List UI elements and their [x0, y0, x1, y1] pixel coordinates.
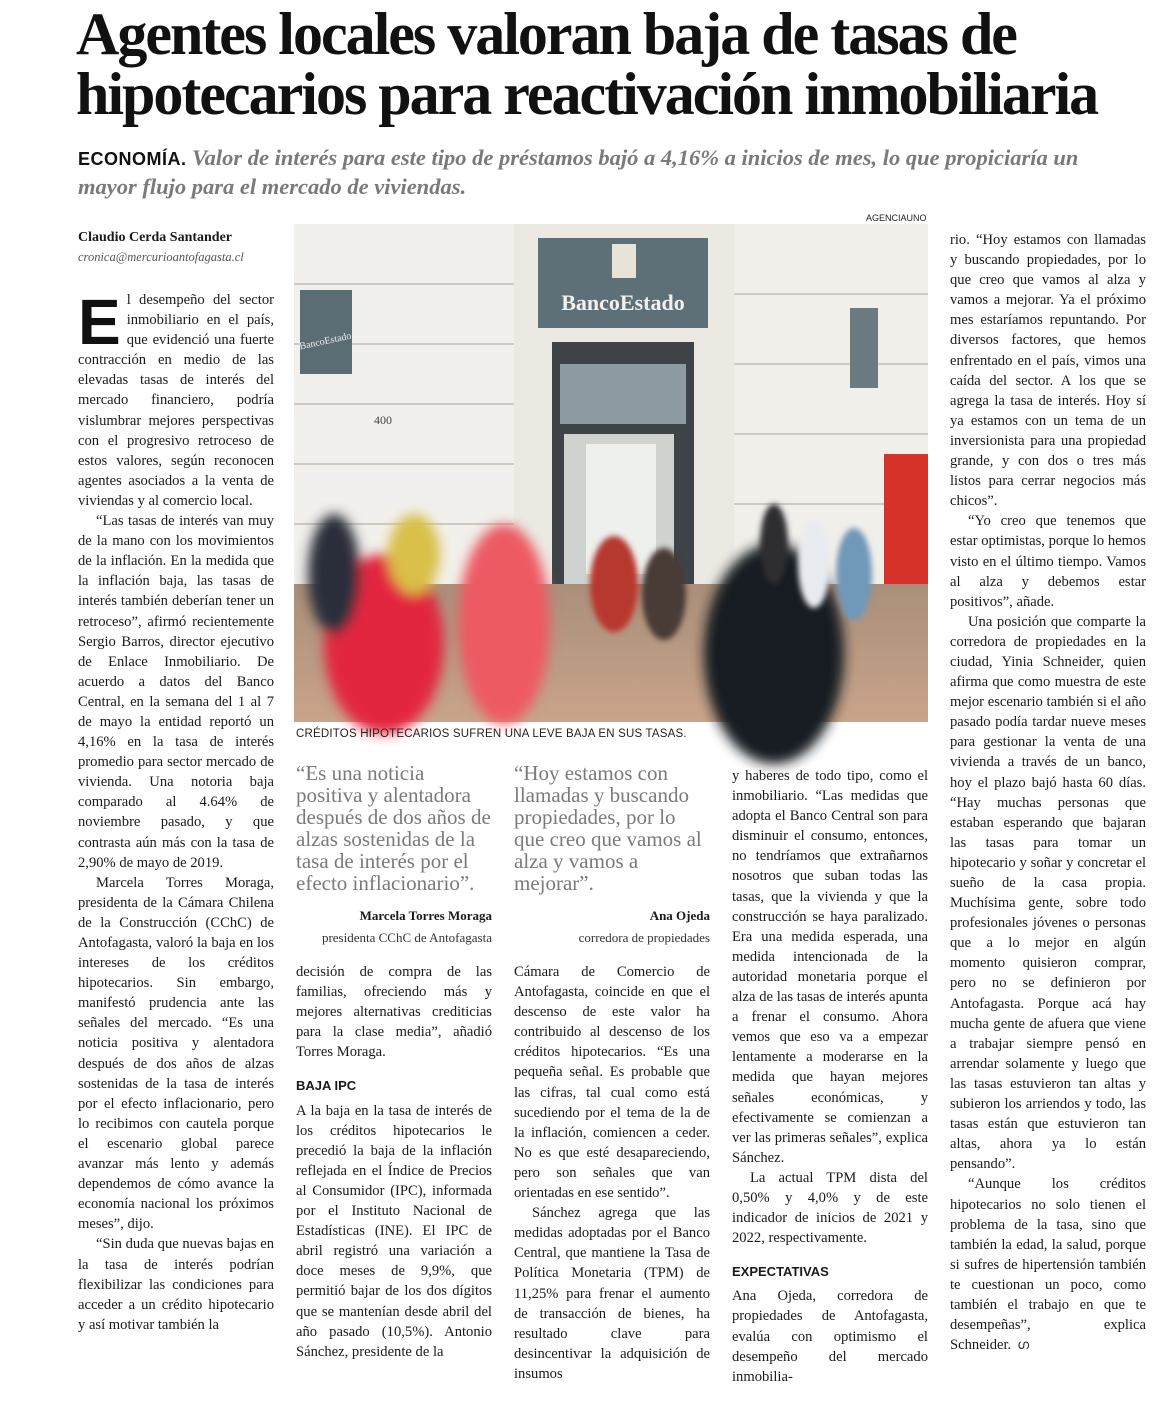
paragraph: “Yo creo que tenemos que estar optimistas, porque lo hemos visto en el último tiempo. Vamos al alza y debemos estar positivos”, añade.	[950, 513, 1146, 610]
paragraph: y haberes de todo tipo, como el inmobiliario. “Las medidas que adopta el Banco Central son para disminuir el consumo, entonces, no tendríamos que extrañarnos nosotros que suban todas las tasas, que la vivienda y que la construcción se haya paralizado. Era una medida esperada, una medida intencionada de la autoridad monetaria porque el alza de las tasas de interés apunta a frenar el consumo. Ahora vemos que eso va a empezar lentamente a moderarse en la medida que hayan mejores señales económicas, y efectivamente se comienzan a ver las primeras señales”, explica Sánchez.	[732, 768, 928, 1166]
side-sign-text: BancoEstado	[298, 330, 353, 353]
paragraph: A la baja en la tasa de interés de los créditos hipotecarios le precedió la baja de la inflación reflejada en el Índice de Precios al Consumidor (IPC), informada por el Instituto Nacional de Estadísticas (INE). El IPC de abril registró una variación a doce meses de 9,9%, que permitió bajar de los dos dígitos que se mantenían desde abril del año pasado (10,5%). Antonio Sánchez, presidente de la	[296, 1102, 492, 1360]
paragraph: decisión de compra de las familias, ofreciendo más y mejores alternativas crediticias para la clase media”, añadió Torres Moraga.	[296, 964, 492, 1061]
end-mark-icon: ഗ	[1017, 1338, 1030, 1354]
paragraph: El desempeño del sector inmobiliario en el país, que evidenció una fuerte contracción en medio de las elevadas tasas de interés del mercado financiero, podría vislumbrar mejores perspectivas con el progresivo retroceso de estos valores, según reconocen agentes asociados a la venta de viviendas y al comercio local.	[78, 286, 274, 509]
paragraph: “Las tasas de interés van muy de la mano con los movimientos de la inflación. En la medida que la inflación baja, las tasas de interés también deberían tener un retroceso”, afirmó recientemente Sergio Barros, director ejecutivo de Enlace Inmobiliario. De acuerdo a datos del Banco Central, en la semana del 1 al 7 de mayo la entidad reportó un 4,16% en la tasa de interés promedio para sector mercado de vivienda. Una notoria baja comparado al 4.64% de noviembre pasado, y que contrasta aún más con la tasa de 2,90% de mayo de 2019.	[78, 513, 274, 871]
byline-email[interactable]: cronica@mercurioantofagasta.cl	[78, 250, 244, 264]
paragraph: Sánchez agrega que las medidas adoptadas por el Banco Central, que mantiene la Tasa de Política Monetaria (TPM) de 11,25% para frenar el aumento de transacción de bienes, ha resultado clave para desincentivar la adquisición de insumos	[514, 1205, 710, 1382]
photo-caption: CRÉDITOS HIPOTECARIOS SUFREN UNA LEVE BAJA EN SUS TASAS.	[296, 728, 687, 740]
photo-credit: AGENCIAUNO	[866, 213, 927, 223]
paragraph: Ana Ojeda, corredora de propiedades de Antofagasta, evalúa con optimismo el desempeño del mercado inmobilia-	[732, 1288, 928, 1385]
quote-attribution-role: corredora de propiedades	[578, 930, 710, 945]
subhead: EXPECTATIVAS	[732, 1264, 829, 1280]
sign-text: BancoEstado	[561, 290, 685, 315]
pull-quote: “Es una noticia positiva y alentadora después de dos años de alzas sostenidas de la tasa de interés por el efecto inflacionario”.	[296, 761, 491, 895]
quote-attribution-role: presidenta CChC de Antofagasta	[321, 930, 492, 945]
drop-cap: E	[78, 286, 121, 358]
deck-text: Valor de interés para este tipo de préstamos bajó a 4,16% a inicios de mes, lo que propiciaría un mayor flujo para el mercado de viviendas.	[78, 145, 1079, 199]
paragraph: Cámara de Comercio de Antofagasta, coincide en que el descenso de este valor ha contribuido al descenso de los créditos hipotecarios. “Es una pequeña señal. Es probable que las cifras, tal cual como está sucediendo por el tema de la de la inflación, comiencen a ceder. No es que esté desapareciendo, pero son señales que van orientadas en ese sentido”.	[514, 964, 710, 1202]
paragraph: La actual TPM dista del 0,50% y 4,0% y de este indicador de inicios de 2021 y 2022, respectivamente.	[732, 1169, 928, 1247]
body-column-1	[78, 286, 274, 1370]
paragraph: “Aunque los créditos hipotecarios no solo tienen el problema de la tasa, sino que también la edad, la salud, porque si sufres de hipertensión también te cuestionan un poco, como también el trabajo en que te desempeñas”, explica Schneider. ഗ	[950, 1176, 1146, 1354]
paragraph: rio. “Hoy estamos con llamadas y buscando propiedades, por lo que creo que vamos al alza y vamos a mejorar. Ya el próximo mes estaríamos repuntando. Por diversos factores, que hemos enfrentado en el país, vimos una caída del sector. A los que se agrega la tasa de interés. Hoy sí ya estamos con un tema de un inversionista para una propiedad grande, y con dos o tres más listos para cerrar negocios más chicos”.	[950, 232, 1146, 510]
body-column-3	[514, 962, 710, 1382]
body-column-4	[732, 766, 928, 1385]
quote-attribution-name: Ana Ojeda	[649, 908, 710, 923]
quote-attribution-name: Marcela Torres Moraga	[359, 908, 492, 923]
paragraph: “Sin duda que nuevas bajas en la tasa de interés podrían flexibilizar las condiciones para acceder a un crédito hipotecario y así motivar también la	[78, 1236, 274, 1333]
paragraph: Una posición que comparte la corredora de propiedades en la ciudad, Yinia Schneider, quien afirma que como muestra de este mejor escenario también si el año pasado podía tardar nueve meses para gestionar la venta de una vivienda a través de un banco, hoy el plazo bajó hasta 60 días. “Hay muchas personas que estaban esperando que bajaran las tasas para tomar un hipotecario y soñar y concretar el sueño de la casa propia. Muchísima gente, sobre todo profesionales jóvenes o personas que a lo mejor en algún momento quisieron comprar, pero no se definieron por Antofagasta. Porque acá hay mucha gente de afuera que viene a trabajar siempre pensó en arrendar solamente y luego que las tasas estuvieron tan altas y subieron los arriendos y todo, las tasas están que estuvieron tan altas, ahora ya lo están pensando”.	[950, 613, 1146, 1173]
section-label: ECONOMÍA.	[78, 149, 187, 169]
body-column-5	[950, 230, 1146, 1372]
paragraph: Marcela Torres Moraga, presidenta de la Cámara Chilena de la Construcción (CChC) de Antofagasta, valoró la baja en los intereses de los créditos hipotecarios. Sin embargo, manifestó prudencia ante las señales del mercado. “Es una noticia positiva y alentadora después de dos años de alzas sostenidas de la tasa de interés por el efecto inflacionario, pero lo recibimos con cautela porque el escenario global parece avanzar más lento y además dependemos de cómo avance la economía nacional los próximos meses”, dijo.	[78, 874, 274, 1233]
pull-quote: “Hoy estamos con llamadas y buscando propiedades, por lo que creo que vamos al alza y vamos a mejorar”.	[514, 761, 702, 895]
deck	[78, 144, 1138, 200]
news-photo	[294, 224, 928, 722]
bank-facade-illustration	[294, 224, 928, 722]
building-number: 400	[374, 413, 392, 427]
byline-author: Claudio Cerda Santander	[78, 230, 233, 245]
headline: Agentes locales valoran baja de tasas de hipotecarios para reactivación inmobiliaria	[76, 1, 1098, 127]
subhead: BAJA IPC	[296, 1078, 357, 1094]
body-column-2	[296, 962, 492, 1372]
